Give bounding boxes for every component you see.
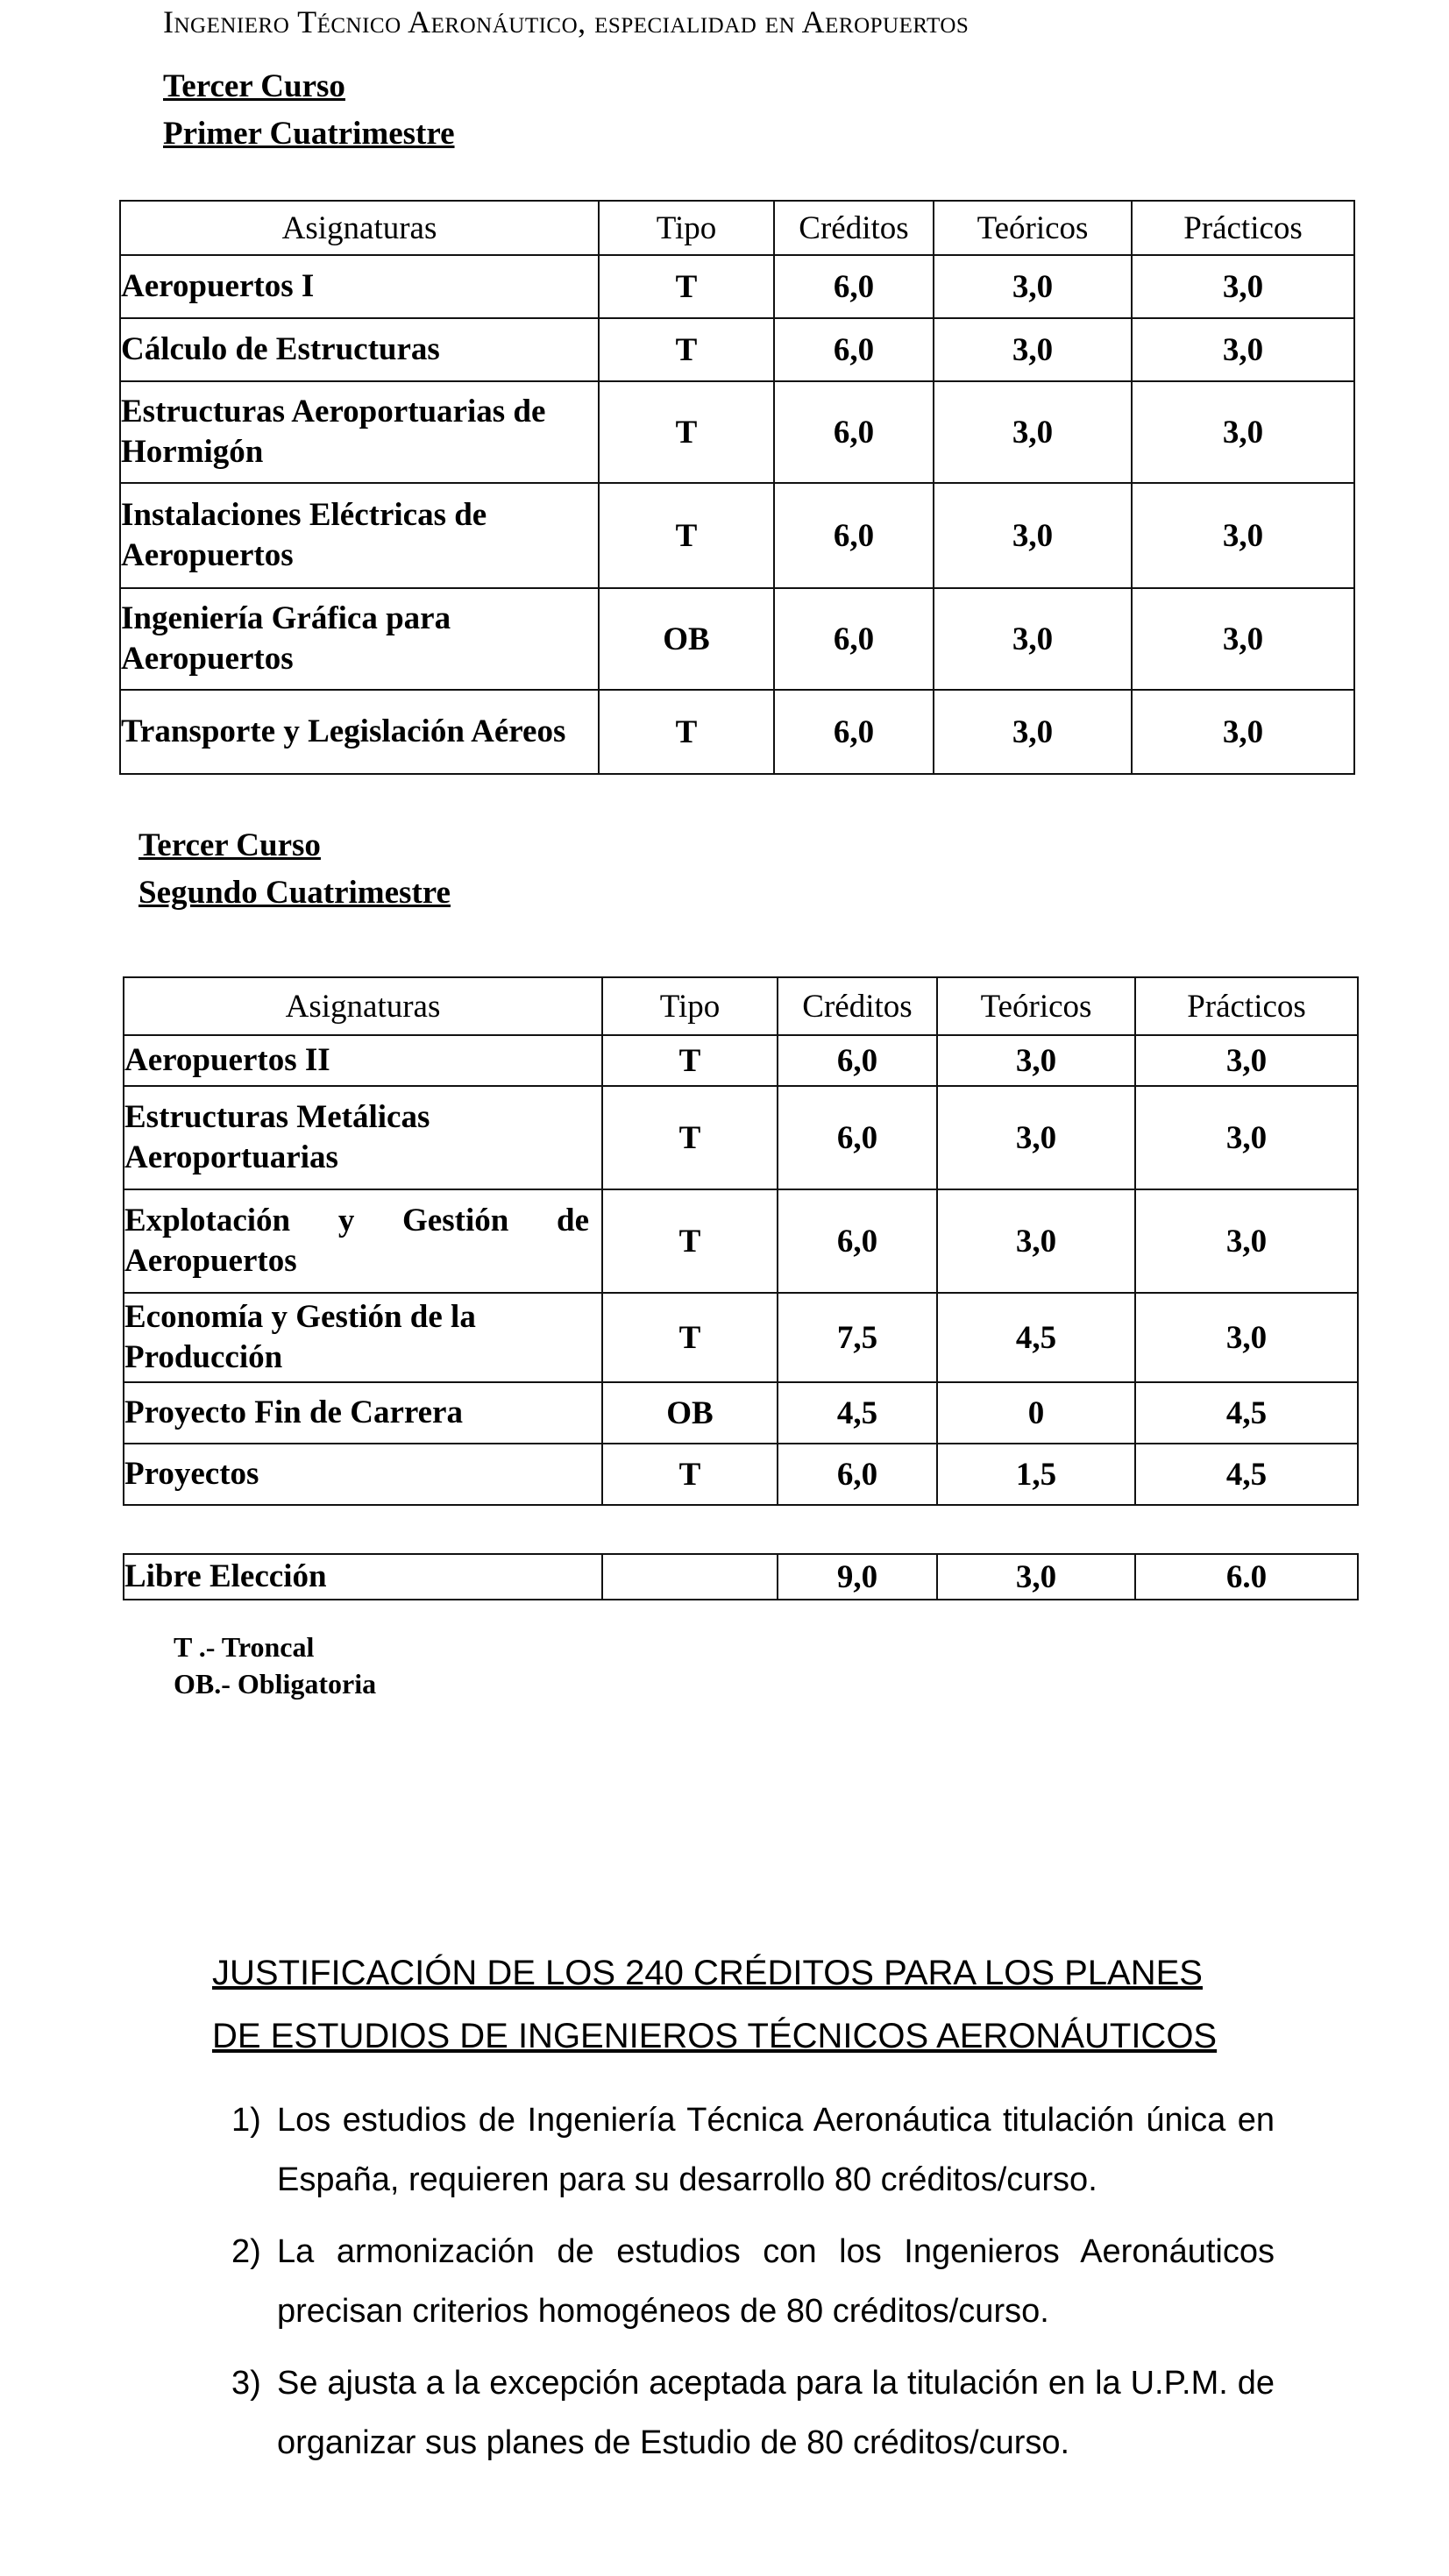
subject-practicos: 3,0 [1132, 483, 1354, 588]
list-item-number: 3) [231, 2365, 261, 2402]
subject-creditos: 7,5 [778, 1293, 937, 1382]
subject-creditos: 6,0 [774, 588, 934, 690]
justification-list [231, 2090, 1275, 2485]
column-header-teoricos: Teóricos [937, 977, 1135, 1035]
subject-teoricos: 3,0 [937, 1189, 1135, 1293]
table-header-row [120, 201, 1354, 255]
list-item-text: Se ajusta a la excepción aceptada para la titulación en la U.P.M. de organizar sus planes de Estudio de 80 créditos/curso. [277, 2365, 1275, 2461]
subject-creditos: 6,0 [778, 1086, 937, 1189]
subject-creditos: 6,0 [774, 690, 934, 774]
subject-teoricos: 3,0 [937, 1554, 1135, 1600]
subject-name: Aeropuertos I [120, 255, 599, 318]
table-row [124, 1086, 1358, 1189]
section1-heading [163, 63, 455, 158]
list-item-text: La armonización de estudios con los Ingenieros Aeronáuticos precisan criterios homogéneos de 80 créditos/curso. [277, 2233, 1275, 2330]
table-row [124, 1035, 1358, 1086]
table-row [120, 318, 1354, 381]
subject-teoricos: 3,0 [934, 690, 1132, 774]
subject-teoricos: 3,0 [934, 255, 1132, 318]
table-row [124, 1382, 1358, 1444]
table-row [124, 1444, 1358, 1505]
subject-tipo: OB [602, 1382, 778, 1444]
subject-teoricos: 3,0 [934, 318, 1132, 381]
list-item-number: 2) [231, 2233, 261, 2270]
subject-tipo [602, 1554, 778, 1600]
subject-practicos: 3,0 [1132, 381, 1354, 483]
subject-creditos: 6,0 [774, 318, 934, 381]
subject-tipo: T [599, 483, 774, 588]
subject-practicos: 3,0 [1135, 1189, 1358, 1293]
page-header: Ingeniero Técnico Aeronáutico, especialidad en Aeropuertos [163, 4, 970, 39]
type-legend [174, 1629, 376, 1702]
subject-name: Estructuras Aeroportuarias de Hormigón [120, 381, 599, 483]
subject-practicos: 3,0 [1135, 1035, 1358, 1086]
subject-creditos: 9,0 [778, 1554, 937, 1600]
subject-practicos: 3,0 [1132, 255, 1354, 318]
section1-course: Tercer Curso [163, 68, 345, 104]
subject-creditos: 6,0 [774, 255, 934, 318]
column-header-teoricos: Teóricos [934, 201, 1132, 255]
subject-tipo: T [602, 1086, 778, 1189]
table-row [124, 1189, 1358, 1293]
subject-tipo: T [602, 1444, 778, 1505]
subject-name: Ingeniería Gráfica para Aeropuertos [120, 588, 599, 690]
subject-tipo: OB [599, 588, 774, 690]
subject-creditos: 6,0 [774, 381, 934, 483]
section2-term: Segundo Cuatrimestre [139, 875, 451, 911]
column-header-practicos: Prácticos [1132, 201, 1354, 255]
subject-practicos: 4,5 [1135, 1382, 1358, 1444]
subject-teoricos: 3,0 [934, 588, 1132, 690]
justification-title-line: JUSTIFICACIÓN DE LOS 240 CRÉDITOS PARA LOS PLANES [212, 1954, 1203, 1992]
subject-tipo: T [602, 1035, 778, 1086]
list-item-number: 1) [231, 2102, 261, 2139]
subjects-table-second-term [123, 976, 1359, 1506]
list-item [231, 2353, 1275, 2473]
subject-creditos: 6,0 [774, 483, 934, 588]
subject-name: Explotación y Gestión de Aeropuertos [124, 1189, 602, 1293]
table-row [120, 255, 1354, 318]
table-row [120, 588, 1354, 690]
column-header-tipo: Tipo [599, 201, 774, 255]
table-row [124, 1293, 1358, 1382]
subject-name: Cálculo de Estructuras [120, 318, 599, 381]
subject-teoricos: 3,0 [937, 1086, 1135, 1189]
table-row [120, 381, 1354, 483]
subject-teoricos: 4,5 [937, 1293, 1135, 1382]
column-header-asignaturas: Asignaturas [120, 201, 599, 255]
subject-tipo: T [602, 1189, 778, 1293]
subject-name: Libre Elección [124, 1554, 602, 1600]
column-header-asignaturas: Asignaturas [124, 977, 602, 1035]
subject-creditos: 4,5 [778, 1382, 937, 1444]
subject-practicos: 3,0 [1132, 690, 1354, 774]
subject-practicos: 3,0 [1135, 1293, 1358, 1382]
subject-teoricos: 1,5 [937, 1444, 1135, 1505]
subject-name: Economía y Gestión de la Producción [124, 1293, 602, 1382]
subject-teoricos: 3,0 [934, 381, 1132, 483]
subjects-table-first-term [119, 200, 1355, 775]
subject-creditos: 6,0 [778, 1189, 937, 1293]
subject-practicos: 6.0 [1135, 1554, 1358, 1600]
subject-teoricos: 3,0 [937, 1035, 1135, 1086]
table-row [120, 690, 1354, 774]
list-item-text: Los estudios de Ingeniería Técnica Aeronáutica titulación única en España, requieren para su desarrollo 80 créditos/curso. [277, 2102, 1275, 2198]
column-header-practicos: Prácticos [1135, 977, 1358, 1035]
subject-creditos: 6,0 [778, 1444, 937, 1505]
subject-name: Aeropuertos II [124, 1035, 602, 1086]
subject-teoricos: 0 [937, 1382, 1135, 1444]
section1-term: Primer Cuatrimestre [163, 116, 455, 152]
subject-creditos: 6,0 [778, 1035, 937, 1086]
legend-troncal: T .- Troncal [174, 1631, 315, 1663]
table-row [124, 1554, 1358, 1600]
subject-name: Transporte y Legislación Aéreos [120, 690, 599, 774]
subject-name: Proyecto Fin de Carrera [124, 1382, 602, 1444]
subject-tipo: T [599, 255, 774, 318]
subject-tipo: T [602, 1293, 778, 1382]
column-header-tipo: Tipo [602, 977, 778, 1035]
libre-eleccion-table [123, 1553, 1359, 1600]
subject-practicos: 3,0 [1135, 1086, 1358, 1189]
list-item [231, 2222, 1275, 2341]
subject-name: Instalaciones Eléctricas de Aeropuertos [120, 483, 599, 588]
subject-practicos: 4,5 [1135, 1444, 1358, 1505]
table-row [120, 483, 1354, 588]
subject-teoricos: 3,0 [934, 483, 1132, 588]
subject-tipo: T [599, 318, 774, 381]
table-header-row [124, 977, 1358, 1035]
subject-name: Proyectos [124, 1444, 602, 1505]
subject-name: Estructuras Metálicas Aeroportuarias [124, 1086, 602, 1189]
subject-practicos: 3,0 [1132, 318, 1354, 381]
subject-tipo: T [599, 381, 774, 483]
subject-tipo: T [599, 690, 774, 774]
subject-practicos: 3,0 [1132, 588, 1354, 690]
section2-course: Tercer Curso [139, 827, 321, 863]
column-header-creditos: Créditos [774, 201, 934, 255]
justification-title [212, 1941, 1217, 2068]
justification-title-line: DE ESTUDIOS DE INGENIEROS TÉCNICOS AERONÁUTICOS [212, 2017, 1218, 2055]
legend-obligatoria: OB.- Obligatoria [174, 1668, 377, 1700]
column-header-creditos: Créditos [778, 977, 937, 1035]
list-item [231, 2090, 1275, 2210]
section2-heading [139, 822, 451, 917]
